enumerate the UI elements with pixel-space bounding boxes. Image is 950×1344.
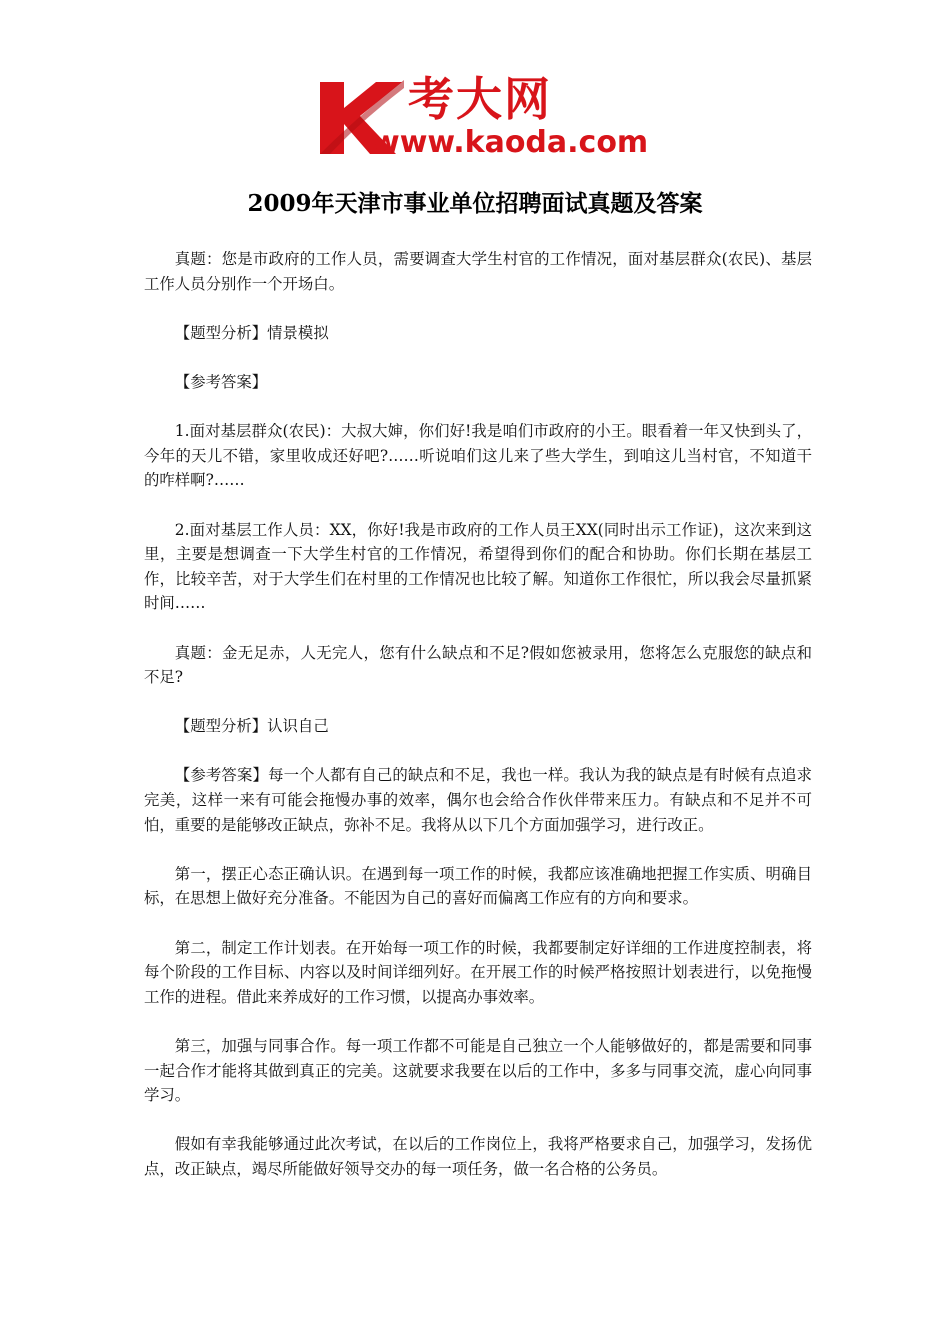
kaoda-logo xyxy=(316,72,649,160)
document-body xyxy=(144,247,812,1206)
paragraph-question-1: 真题：您是市政府的工作人员，需要调查大学生村官的工作情况，面对基层群众(农民)、基层工作人员分别作一个开场白。 xyxy=(144,250,812,293)
logo-brand-url: www.kaoda.com xyxy=(372,125,649,160)
paragraph-answer-1-1: 1.面对基层群众(农民)：大叔大婶，你们好!我是咱们市政府的小王。眼看着一年又快到头了，今年的天儿不错，家里收成还好吧?……听说咱们这儿来了些大学生，到咱这儿当村官，不知道干的咋样啊?…… xyxy=(144,422,812,490)
paragraph-answer-2-first: 第一，摆正心态正确认识。在遇到每一项工作的时候，我都应该准确地把握工作实质、明确目标，在思想上做好充分准备。不能因为自己的喜好而偏离工作应有的方向和要求。 xyxy=(144,864,812,908)
paragraph-answer-2-second: 第二，制定工作计划表。在开始每一项工作的时候，我都要制定好详细的工作进度控制表，将每个阶段的工作目标、内容以及时间详细列好。在开展工作的时候严格按照计划表进行，以免拖慢工作的进程。借此来养成好的工作习惯，以提高办事效率。 xyxy=(144,938,812,1006)
logo-brand-cn: 考大网 xyxy=(408,72,552,126)
paragraph-answer-heading-1: 【参考答案】 xyxy=(174,372,268,391)
paragraph-answer-2-third: 第三，加强与同事合作。每一项工作都不可能是自己独立一个人能够做好的，都是需要和同事一起合作才能将其做到真正的完美。这就要求我要在以后的工作中，多多与同事交流，虚心向同事学习。 xyxy=(144,1037,812,1105)
paragraph-answer-2-intro: 【参考答案】每一个人都有自己的缺点和不足，我也一样。我认为我的缺点是有时候有点追求完美，这样一来有可能会拖慢办事的效率，偶尔也会给合作伙伴带来压力。有缺点和不足并不可怕，重要的是能够改正缺点，弥补不足。我将从以下几个方面加强学习，进行改正。 xyxy=(144,766,812,834)
document-title: 2009年天津市事业单位招聘面试真题及答案 xyxy=(247,190,703,217)
paragraph-question-2: 真题：金无足赤，人无完人，您有什么缺点和不足?假如您被录用，您将怎么克服您的缺点和不足? xyxy=(144,643,812,687)
paragraph-answer-2-closing: 假如有幸我能够通过此次考试，在以后的工作岗位上，我将严格要求自己，加强学习，发扬优点，改正缺点，竭尽所能做好领导交办的每一项任务，做一名合格的公务员。 xyxy=(144,1135,812,1178)
paragraph-analysis-2: 【题型分析】认识自己 xyxy=(174,717,329,736)
paragraph-analysis-1: 【题型分析】情景模拟 xyxy=(174,323,329,342)
paragraph-answer-1-2: 2.面对基层工作人员：XX，你好!我是市政府的工作人员王XX(同时出示工作证)，这次来到这里，主要是想调查一下大学生村官的工作情况，希望得到你们的配合和协助。你们长期在基层工作，比较辛苦，对于大学生们在村里的工作情况也比较了解。知道你工作很忙，所以我会尽量抓紧时间…… xyxy=(144,520,812,613)
